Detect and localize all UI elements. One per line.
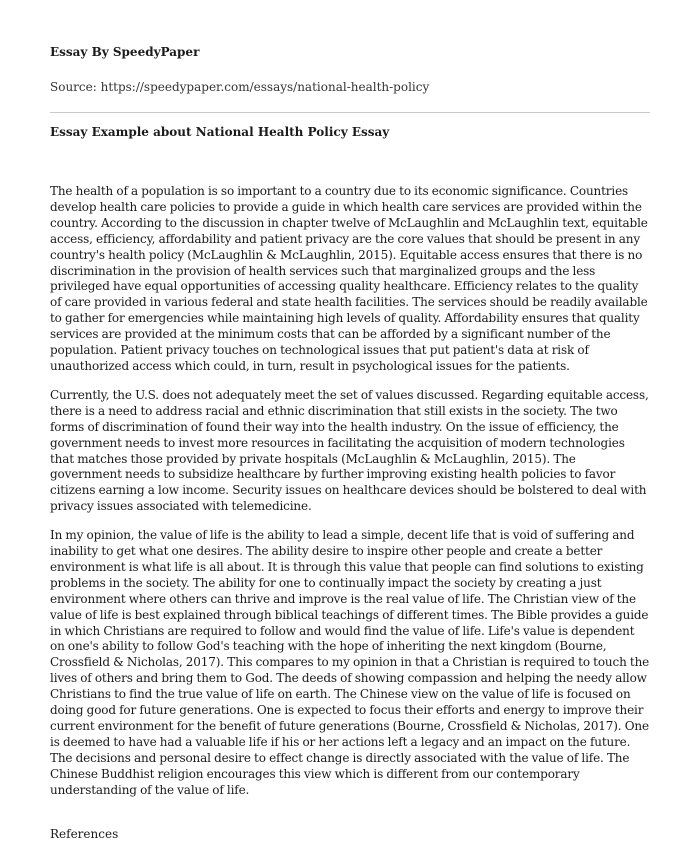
- header-divider: [50, 112, 650, 113]
- paragraph: The health of a population is so important to a country due to its economic significance. Countries develop health care policies to provide a guide in which health care services are provided within the country. According to the discussion in chapter twelve of McLaughlin and McLaughlin text, equitable access, efficiency, affordability and patient privacy are the core values that should be present in any country's health policy (McLaughlin & McLaughlin, 2015). Equitable access ensures that there is no discrimination in the provision of health services such that marginalized groups and the less privileged have equal opportunities of accessing quality healthcare. Efficiency relates to the quality of care provided in various federal and state health facilities. The services should be readily available to gather for emergencies while maintaining high levels of quality. Affordability ensures that quality services are provided at the minimum costs that can be afforded by a significant number of the population. Patient privacy touches on technological issues that put patient's data at risk of unauthorized access which could, in turn, result in psychological issues for the patients.: [50, 184, 648, 373]
- references-heading: References: [50, 826, 119, 841]
- paragraph: In my opinion, the value of life is the ability to lead a simple, decent life that is void of suffering and inability to get what one desires. The ability desire to inspire other people and create a better environment is what life is all about. It is through this value that people can find solutions to existing problems in the society. The ability for one to continually impact the society by creating a just environment where others can thrive and improve is the real value of life. The Christian view of the value of life is best explained through biblical teachings of different times. The Bible provides a guide in which Christians are required to follow and would find the value of life. Life's value is dependent on one's ability to follow God's teaching with the hope of inheriting the next kingdom (Bourne, Crossfield & Nicholas, 2017). This compares to my opinion in that a Christian is required to touch the lives of others and bring them to God. The deeds of showing compassion and helping the needy allow Christians to find the true value of life on earth. The Chinese view on the value of life is focused on doing good for future generations. One is expected to focus their efforts and energy to improve their current environment for the benefit of future generations (Bourne, Crossfield & Nicholas, 2017). One is deemed to have had a valuable life if his or her actions left a legacy and an impact on the future. The decisions and personal desire to effect change is directly associated with the value of life. The Chinese Buddhist religion encourages this view which is different from our contemporary understanding of the value of life.: [50, 528, 650, 797]
- paragraph: Currently, the U.S. does not adequately meet the set of values discussed. Regarding equitable access, there is a need to address racial and ethnic discrimination that still exists in the society. The two forms of discrimination of found their way into the health industry. On the issue of efficiency, the government needs to invest more resources in facilitating the acquisition of modern technologies that matches those provided by private hospitals (McLaughlin & McLaughlin, 2015). The government needs to subsidize healthcare by further improving existing health policies to favor citizens earning a low income. Security issues on healthcare devices should be bolstered to deal with privacy issues associated with telemedicine.: [50, 387, 649, 514]
- document-page: [50, 44, 650, 842]
- essay-author-line: Essay By SpeedyPaper: [50, 45, 200, 59]
- essay-body: [50, 184, 650, 799]
- source-line: Source: https://speedypaper.com/essays/national-health-policy: [50, 80, 430, 94]
- document-title: Essay Example about National Health Policy Essay: [50, 125, 390, 139]
